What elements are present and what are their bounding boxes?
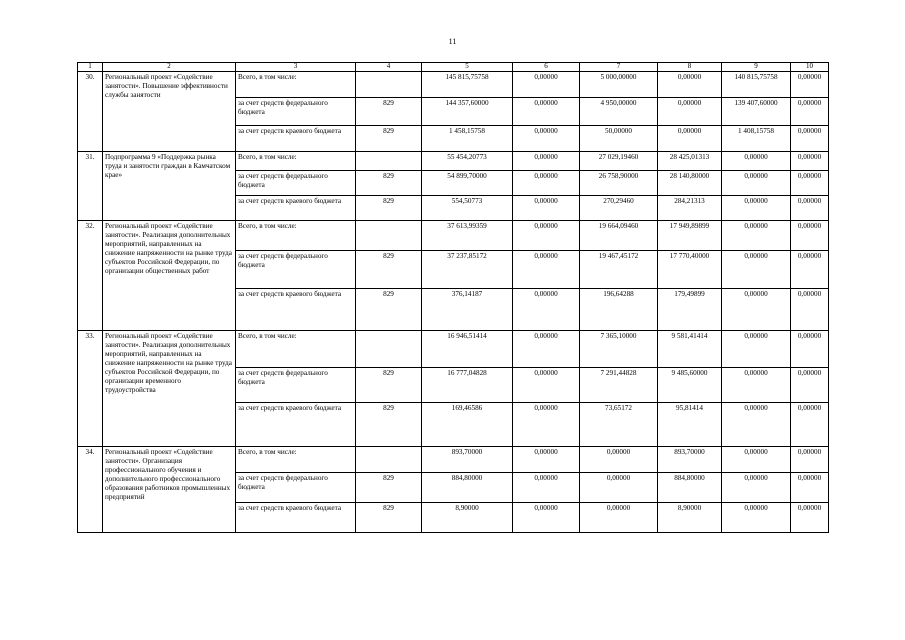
value-col-5: 16 946,51414 bbox=[422, 331, 513, 368]
value-col-10: 0,00000 bbox=[791, 289, 829, 331]
col-header: 3 bbox=[236, 63, 356, 72]
value-col-7: 7 365,10000 bbox=[580, 331, 658, 368]
budget-code: 829 bbox=[356, 368, 422, 403]
budget-code bbox=[356, 152, 422, 171]
budget-table bbox=[77, 62, 829, 533]
value-col-10: 0,00000 bbox=[791, 126, 829, 152]
value-col-10: 0,00000 bbox=[791, 503, 829, 533]
row-number: 32. bbox=[78, 221, 103, 331]
funding-source: Всего, в том числе: bbox=[236, 331, 356, 368]
budget-code: 829 bbox=[356, 98, 422, 126]
value-col-7: 7 291,44828 bbox=[580, 368, 658, 403]
value-col-6: 0,00000 bbox=[513, 221, 580, 251]
value-col-8: 0,00000 bbox=[658, 126, 722, 152]
value-col-8: 284,21313 bbox=[658, 196, 722, 221]
value-col-8: 95,81414 bbox=[658, 403, 722, 447]
value-col-10: 0,00000 bbox=[791, 72, 829, 98]
value-col-5: 8,90000 bbox=[422, 503, 513, 533]
row-number: 34. bbox=[78, 447, 103, 533]
value-col-5: 884,80000 bbox=[422, 473, 513, 503]
funding-source: Всего, в том числе: bbox=[236, 72, 356, 98]
value-col-5: 16 777,04828 bbox=[422, 368, 513, 403]
value-col-6: 0,00000 bbox=[513, 171, 580, 196]
value-col-6: 0,00000 bbox=[513, 447, 580, 473]
value-col-8: 9 581,41414 bbox=[658, 331, 722, 368]
value-col-9: 0,00000 bbox=[722, 221, 791, 251]
value-col-7: 27 029,19460 bbox=[580, 152, 658, 171]
budget-code bbox=[356, 331, 422, 368]
value-col-8: 0,00000 bbox=[658, 72, 722, 98]
value-col-5: 54 899,70000 bbox=[422, 171, 513, 196]
table-body bbox=[78, 72, 829, 533]
program-name: Подпрограмма 9 «Поддержка рынка труда и занятости граждан в Камчатском крае» bbox=[103, 152, 236, 221]
value-col-7: 4 950,00000 bbox=[580, 98, 658, 126]
value-col-5: 169,46586 bbox=[422, 403, 513, 447]
col-header: 1 bbox=[78, 63, 103, 72]
value-col-8: 179,49899 bbox=[658, 289, 722, 331]
value-col-6: 0,00000 bbox=[513, 331, 580, 368]
value-col-10: 0,00000 bbox=[791, 331, 829, 368]
value-col-9: 0,00000 bbox=[722, 152, 791, 171]
col-header: 9 bbox=[722, 63, 791, 72]
value-col-10: 0,00000 bbox=[791, 152, 829, 171]
value-col-9: 0,00000 bbox=[722, 251, 791, 289]
funding-source: Всего, в том числе: bbox=[236, 447, 356, 473]
value-col-10: 0,00000 bbox=[791, 368, 829, 403]
budget-code bbox=[356, 72, 422, 98]
value-col-7: 50,00000 bbox=[580, 126, 658, 152]
value-col-10: 0,00000 bbox=[791, 98, 829, 126]
budget-code: 829 bbox=[356, 126, 422, 152]
value-col-9: 140 815,75758 bbox=[722, 72, 791, 98]
page-number: 11 bbox=[448, 37, 457, 46]
value-col-5: 145 815,75758 bbox=[422, 72, 513, 98]
value-col-7: 73,65172 bbox=[580, 403, 658, 447]
value-col-10: 0,00000 bbox=[791, 196, 829, 221]
value-col-8: 28 425,01313 bbox=[658, 152, 722, 171]
value-col-7: 270,29460 bbox=[580, 196, 658, 221]
program-name: Региональный проект «Содействие занятости». Реализация дополнительных мероприятий, направленных на снижение напряженности на рынке труда субъектов Российской Федерации, по организации общественных работ bbox=[103, 221, 236, 331]
value-col-10: 0,00000 bbox=[791, 473, 829, 503]
value-col-9: 0,00000 bbox=[722, 503, 791, 533]
value-col-7: 196,64288 bbox=[580, 289, 658, 331]
funding-source: за счет средств краевого бюджета bbox=[236, 503, 356, 533]
value-col-10: 0,00000 bbox=[791, 403, 829, 447]
budget-code: 829 bbox=[356, 503, 422, 533]
funding-source: за счет средств федерального бюджета bbox=[236, 171, 356, 196]
value-col-6: 0,00000 bbox=[513, 368, 580, 403]
funding-source: Всего, в том числе: bbox=[236, 221, 356, 251]
funding-source: за счет средств федерального бюджета bbox=[236, 251, 356, 289]
col-header: 8 bbox=[658, 63, 722, 72]
value-col-9: 0,00000 bbox=[722, 403, 791, 447]
value-col-9: 1 408,15758 bbox=[722, 126, 791, 152]
value-col-6: 0,00000 bbox=[513, 473, 580, 503]
value-col-10: 0,00000 bbox=[791, 221, 829, 251]
value-col-8: 9 485,60000 bbox=[658, 368, 722, 403]
budget-code bbox=[356, 447, 422, 473]
value-col-7: 19 664,09460 bbox=[580, 221, 658, 251]
table-row bbox=[78, 72, 829, 98]
table-row bbox=[78, 152, 829, 171]
value-col-5: 893,70000 bbox=[422, 447, 513, 473]
budget-code: 829 bbox=[356, 403, 422, 447]
col-header: 5 bbox=[422, 63, 513, 72]
value-col-8: 0,00000 bbox=[658, 98, 722, 126]
value-col-10: 0,00000 bbox=[791, 171, 829, 196]
value-col-8: 28 140,80000 bbox=[658, 171, 722, 196]
value-col-10: 0,00000 bbox=[791, 251, 829, 289]
budget-code: 829 bbox=[356, 289, 422, 331]
row-number: 30. bbox=[78, 72, 103, 152]
value-col-8: 884,80000 bbox=[658, 473, 722, 503]
value-col-9: 0,00000 bbox=[722, 196, 791, 221]
value-col-9: 0,00000 bbox=[722, 368, 791, 403]
value-col-5: 376,14187 bbox=[422, 289, 513, 331]
value-col-10: 0,00000 bbox=[791, 447, 829, 473]
value-col-8: 17 949,89899 bbox=[658, 221, 722, 251]
budget-code: 829 bbox=[356, 473, 422, 503]
funding-source: за счет средств краевого бюджета bbox=[236, 289, 356, 331]
row-number: 33. bbox=[78, 331, 103, 447]
funding-source: за счет средств краевого бюджета bbox=[236, 126, 356, 152]
column-number-row bbox=[78, 63, 829, 72]
value-col-6: 0,00000 bbox=[513, 196, 580, 221]
value-col-8: 8,90000 bbox=[658, 503, 722, 533]
value-col-9: 139 407,60000 bbox=[722, 98, 791, 126]
value-col-6: 0,00000 bbox=[513, 251, 580, 289]
row-number: 31. bbox=[78, 152, 103, 221]
col-header: 7 bbox=[580, 63, 658, 72]
program-name: Региональный проект «Содействие занятости». Повышение эффективности службы занятости bbox=[103, 72, 236, 152]
value-col-9: 0,00000 bbox=[722, 447, 791, 473]
table-row bbox=[78, 447, 829, 473]
value-col-6: 0,00000 bbox=[513, 126, 580, 152]
value-col-9: 0,00000 bbox=[722, 171, 791, 196]
table-row bbox=[78, 221, 829, 251]
value-col-6: 0,00000 bbox=[513, 403, 580, 447]
value-col-7: 0,00000 bbox=[580, 447, 658, 473]
value-col-6: 0,00000 bbox=[513, 289, 580, 331]
value-col-6: 0,00000 bbox=[513, 98, 580, 126]
value-col-9: 0,00000 bbox=[722, 289, 791, 331]
value-col-9: 0,00000 bbox=[722, 331, 791, 368]
funding-source: за счет средств краевого бюджета bbox=[236, 196, 356, 221]
budget-code: 829 bbox=[356, 196, 422, 221]
value-col-5: 144 357,60000 bbox=[422, 98, 513, 126]
funding-source: за счет средств федерального бюджета bbox=[236, 368, 356, 403]
value-col-6: 0,00000 bbox=[513, 152, 580, 171]
value-col-5: 554,50773 bbox=[422, 196, 513, 221]
budget-code: 829 bbox=[356, 171, 422, 196]
value-col-9: 0,00000 bbox=[722, 473, 791, 503]
col-header: 6 bbox=[513, 63, 580, 72]
value-col-6: 0,00000 bbox=[513, 72, 580, 98]
value-col-7: 0,00000 bbox=[580, 503, 658, 533]
funding-source: за счет средств федерального бюджета bbox=[236, 98, 356, 126]
value-col-8: 893,70000 bbox=[658, 447, 722, 473]
funding-source: Всего, в том числе: bbox=[236, 152, 356, 171]
funding-source: за счет средств краевого бюджета bbox=[236, 403, 356, 447]
value-col-5: 55 454,20773 bbox=[422, 152, 513, 171]
col-header: 2 bbox=[103, 63, 236, 72]
col-header: 10 bbox=[791, 63, 829, 72]
budget-code: 829 bbox=[356, 251, 422, 289]
program-name: Региональный проект «Содействие занятости». Организация профессионального обучения и дополнительного профессионального образования работников промышленных предприятий bbox=[103, 447, 236, 533]
funding-source: за счет средств федерального бюджета bbox=[236, 473, 356, 503]
col-header: 4 bbox=[356, 63, 422, 72]
value-col-5: 37 237,85172 bbox=[422, 251, 513, 289]
program-name: Региональный проект «Содействие занятости». Реализация дополнительных мероприятий, направленных на снижение напряженности на рынке труда субъектов Российской Федерации, по организации временного трудоустройства bbox=[103, 331, 236, 447]
table-row bbox=[78, 331, 829, 368]
value-col-8: 17 770,40000 bbox=[658, 251, 722, 289]
value-col-7: 19 467,45172 bbox=[580, 251, 658, 289]
value-col-6: 0,00000 bbox=[513, 503, 580, 533]
value-col-5: 1 458,15758 bbox=[422, 126, 513, 152]
value-col-7: 26 758,90000 bbox=[580, 171, 658, 196]
budget-code bbox=[356, 221, 422, 251]
value-col-5: 37 613,99359 bbox=[422, 221, 513, 251]
value-col-7: 5 000,00000 bbox=[580, 72, 658, 98]
value-col-7: 0,00000 bbox=[580, 473, 658, 503]
